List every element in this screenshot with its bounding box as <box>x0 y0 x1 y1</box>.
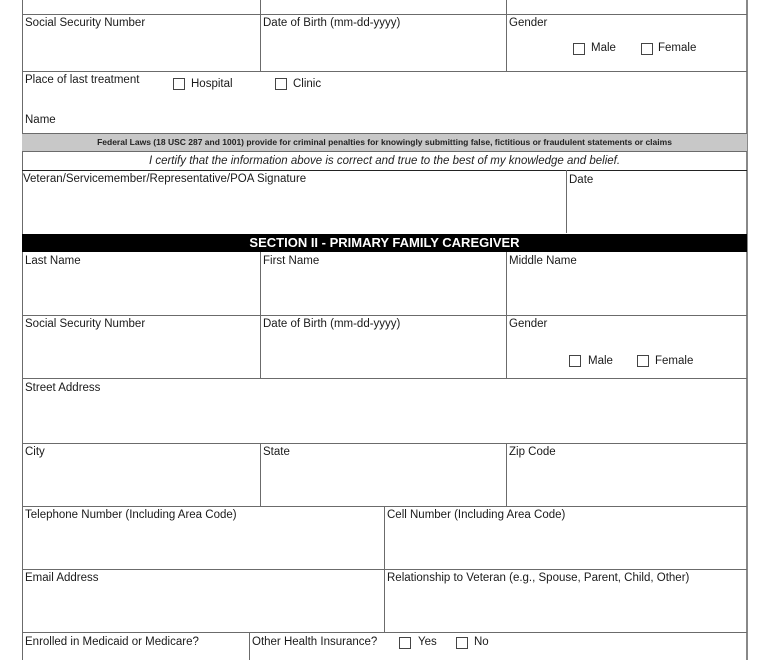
caregiver-last-name-label: Last Name <box>25 255 81 267</box>
treatment-facility-name-field[interactable] <box>23 108 746 133</box>
treatment-facility-name-label: Name <box>25 114 56 126</box>
caregiver-zip-label: Zip Code <box>509 446 556 458</box>
caregiver-gender-female-checkbox[interactable] <box>637 355 649 367</box>
caregiver-city-field[interactable] <box>23 444 260 506</box>
federal-laws-notice: Federal Laws (18 USC 287 and 1001) provide for criminal penalties for knowingly submitting false, fictitious or fraudulent statements or claims <box>22 133 747 152</box>
place-clinic-label: Clinic <box>293 78 322 90</box>
caregiver-ssn-label: Social Security Number <box>25 318 146 330</box>
caregiver-first-name-label: First Name <box>263 255 320 267</box>
veteran-dob-label: Date of Birth (mm-dd-yyyy) <box>263 17 401 29</box>
caregiver-city-label: City <box>25 446 45 458</box>
other-insurance-no-label: No <box>474 636 489 648</box>
divider <box>260 0 261 14</box>
divider <box>22 71 747 72</box>
place-clinic-checkbox[interactable] <box>275 78 287 90</box>
caregiver-cell-label: Cell Number (Including Area Code) <box>387 509 566 521</box>
caregiver-gender-female-label: Female <box>655 355 694 367</box>
veteran-gender-label: Gender <box>509 17 548 29</box>
section2-header: SECTION II - PRIMARY FAMILY CAREGIVER <box>22 234 747 252</box>
other-insurance-yes-label: Yes <box>418 636 437 648</box>
veteran-gender-male-checkbox[interactable] <box>573 43 585 55</box>
caregiver-gender-male-label: Male <box>588 355 613 367</box>
caregiver-gender-label: Gender <box>509 318 548 330</box>
caregiver-relationship-label: Relationship to Veteran (e.g., Spouse, Parent, Child, Other) <box>387 572 690 584</box>
place-hospital-checkbox[interactable] <box>173 78 185 90</box>
divider <box>506 315 507 378</box>
signature-date-label: Date <box>569 174 594 186</box>
signature-date-field[interactable] <box>567 171 746 233</box>
place-of-treatment-label: Place of last treatment <box>25 74 140 86</box>
veteran-gender-male-label: Male <box>591 42 616 54</box>
caregiver-medicaid-label: Enrolled in Medicaid or Medicare? <box>25 636 199 648</box>
divider <box>506 14 507 71</box>
divider <box>506 0 507 14</box>
caregiver-street-address-label: Street Address <box>25 382 101 394</box>
caregiver-email-label: Email Address <box>25 572 99 584</box>
veteran-gender-female-checkbox[interactable] <box>641 43 653 55</box>
veteran-signature-label: Veteran/Servicemember/Representative/POA Signature <box>23 173 307 185</box>
other-insurance-yes-checkbox[interactable] <box>399 637 411 649</box>
caregiver-other-insurance-label: Other Health Insurance? <box>252 636 378 648</box>
place-hospital-label: Hospital <box>191 78 233 90</box>
divider <box>249 632 250 660</box>
certification-statement: I certify that the information above is correct and true to the best of my knowledge and belief. <box>148 155 621 167</box>
caregiver-telephone-label: Telephone Number (Including Area Code) <box>25 509 237 521</box>
caregiver-state-field[interactable] <box>261 444 506 506</box>
caregiver-street-address-field[interactable] <box>23 379 746 443</box>
form-right-border <box>746 0 748 660</box>
veteran-gender-female-label: Female <box>658 42 697 54</box>
caregiver-gender-male-checkbox[interactable] <box>569 355 581 367</box>
caregiver-state-label: State <box>263 446 290 458</box>
caregiver-dob-label: Date of Birth (mm-dd-yyyy) <box>263 318 401 330</box>
veteran-ssn-label: Social Security Number <box>25 17 146 29</box>
other-insurance-no-checkbox[interactable] <box>456 637 468 649</box>
caregiver-middle-name-label: Middle Name <box>509 255 577 267</box>
